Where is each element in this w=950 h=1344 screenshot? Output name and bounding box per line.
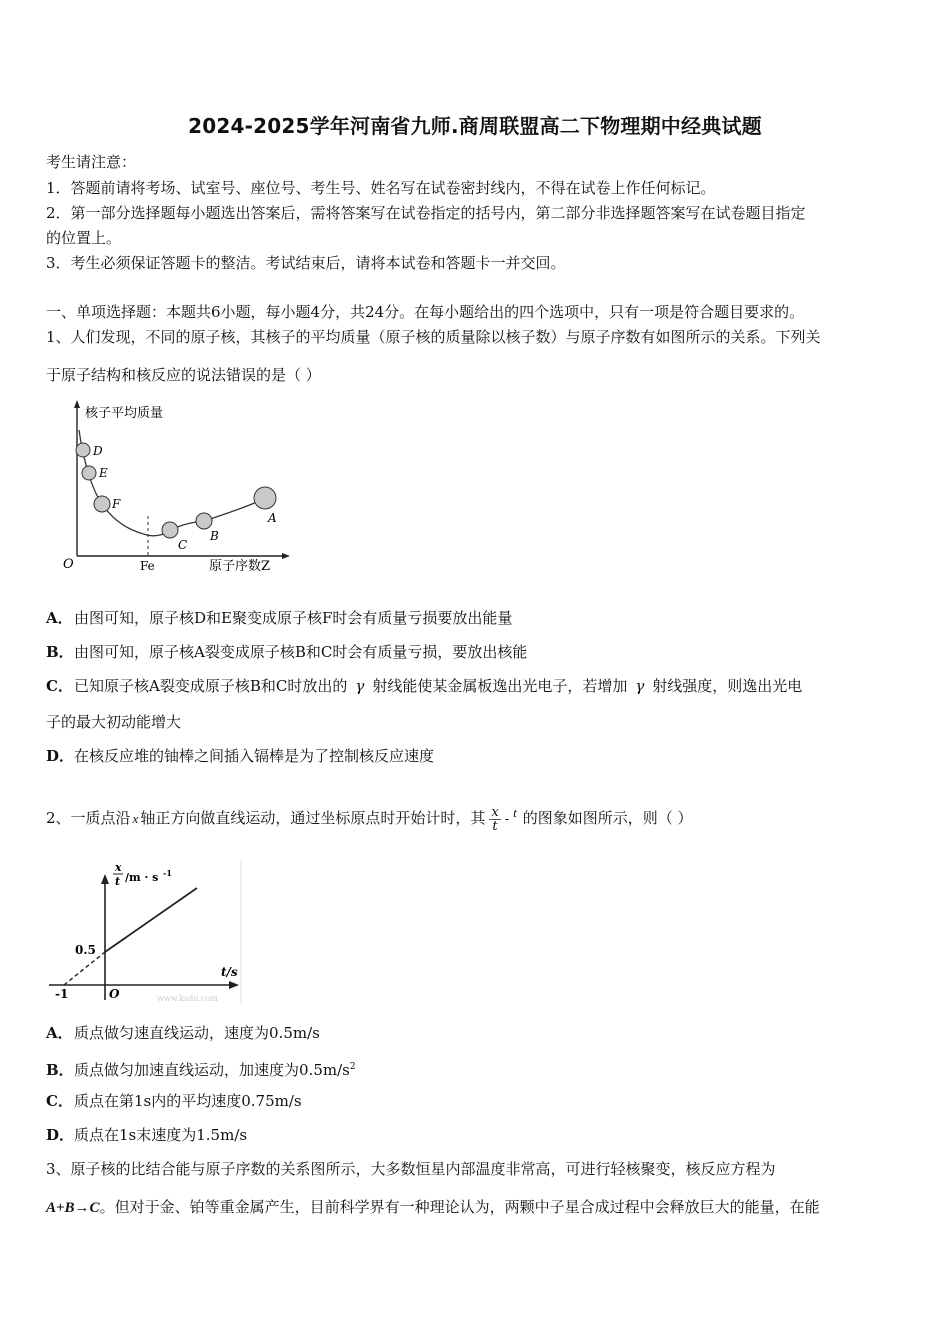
option-text: 质点在1s末速度为1.5m/s [74, 1126, 248, 1144]
point-f [94, 496, 110, 512]
graph-line [105, 888, 197, 952]
option-text: 由图可知，原子核A裂变成原子核B和C时会有质量亏损，要放出核能 [74, 643, 528, 661]
label-e: E [99, 466, 108, 480]
point-a [254, 487, 276, 509]
stem-text: 。但对于金、铂等重金属产生，目前科学界有一种理论认为，两颗中子星合成过程中会释放巨大的能量，在能 [99, 1198, 820, 1216]
exponent: 2 [349, 1062, 356, 1072]
q1-stem: 1、人们发现，不同的原子核，其核子的平均质量（原子核的质量除以核子数）与原子序数有如图所示的关系。下列关 [46, 328, 821, 346]
notice-item-1: 1．答题前请将考场、试室号、座位号、考生号、姓名写在试卷密封线内，不得在试卷上作任何标记。 [46, 179, 716, 197]
y-axis-arrow [74, 400, 80, 408]
watermark: www.ksdu.com [157, 994, 218, 1003]
q1-option-c-cont: 子的最大初动能增大 [46, 713, 182, 731]
label-b: B [210, 529, 219, 543]
q1-option-d [46, 746, 434, 766]
option-letter: D． [46, 747, 75, 765]
x-tick-label: -1 [55, 987, 69, 1001]
option-text: 质点在第1s内的平均速度0.75m/s [74, 1092, 302, 1110]
option-text: 已知原子核A裂变成原子核B和C时放出的 [74, 677, 348, 695]
option-letter: D． [46, 1126, 75, 1144]
option-letter: C． [46, 1092, 73, 1110]
option-text: 由图可知，原子核D和E聚变成原子核F时会有质量亏损要放出能量 [74, 609, 513, 627]
option-letter: B． [46, 643, 74, 661]
x-axis-arrow [229, 981, 239, 989]
option-text: 射线能使某金属板逸出光电子，若增加 [372, 677, 628, 695]
q2-option-b [46, 1057, 356, 1080]
point-b [196, 513, 212, 529]
q2-option-a [46, 1023, 320, 1043]
y-axis-label: 核子平均质量 [85, 406, 164, 421]
q3-stem-cont [46, 1197, 820, 1218]
y-tick-label: 0.5 [75, 943, 96, 957]
var-x: x [132, 811, 139, 826]
q3-stem: 3、原子核的比结合能与原子序数的关系图所示，大多数恒星内部温度非常高，可进行轻核聚变，核反应方程为 [46, 1160, 776, 1178]
label-d: D [93, 444, 103, 458]
stem-text: 轴正方向做直线运动，通过坐标原点时开始计时，其 [140, 809, 486, 827]
y-label-unit: /m · s [125, 871, 159, 884]
option-letter: A． [46, 1024, 73, 1042]
option-letter: B． [46, 1061, 74, 1079]
q1-figure [55, 398, 295, 580]
label-a: A [268, 511, 277, 525]
x-axis-arrow [282, 553, 290, 559]
label-f: F [112, 497, 121, 511]
page-title: 2024-2025学年河南省九师.商周联盟高二下物理期中经典试题 [188, 114, 762, 138]
var-t: t [513, 805, 517, 820]
fe-label: Fe [140, 559, 155, 573]
option-text: 在核反应堆的铀棒之间插入镉棒是为了控制核反应速度 [74, 747, 435, 765]
stem-text: 的图象如图所示，则（ ） [522, 809, 693, 827]
point-e [82, 466, 96, 480]
q2-figure [45, 858, 245, 1004]
notice-heading: 考生请注意： [46, 153, 137, 171]
mass-curve [79, 430, 265, 536]
option-text: 质点做匀加速直线运动，加速度为0.5m/s [74, 1061, 350, 1079]
q2-option-d [46, 1125, 247, 1145]
q2-option-c [46, 1091, 302, 1111]
section-heading: 一、单项选择题：本题共6小题，每小题4分，共24分。在每小题给出的四个选项中，只有一项是符合题目要求的。 [46, 303, 805, 321]
point-c [162, 522, 178, 538]
origin-label: O [63, 557, 74, 572]
notice-item-2-cont: 的位置上。 [46, 229, 122, 247]
option-text: 射线强度，则逸出光电 [652, 677, 803, 695]
q1-option-c [46, 676, 802, 696]
x-over-t-fraction [489, 806, 500, 833]
label-c: C [178, 538, 188, 552]
gamma-symbol: γ [355, 677, 365, 695]
stem-text: 2、一质点沿 [46, 809, 131, 827]
x-axis-label: t/s [221, 965, 238, 979]
q1-stem-cont: 于原子结构和核反应的说法错误的是（ ） [46, 366, 321, 384]
q1-option-a [46, 608, 512, 628]
x-axis-label: 原子序数Z [209, 559, 271, 574]
option-letter: C． [46, 677, 73, 695]
reaction-equation: A+B→C [46, 1200, 100, 1216]
origin-label: O [109, 987, 120, 1001]
gamma-symbol: γ [635, 677, 645, 695]
y-label-den: t [115, 875, 121, 888]
q2-stem [46, 796, 693, 837]
q1-option-b [46, 642, 527, 662]
frac-dash: - [504, 812, 510, 827]
option-letter: A． [46, 609, 73, 627]
point-d [76, 443, 90, 457]
option-text: 质点做匀速直线运动，速度为0.5m/s [74, 1024, 320, 1042]
y-axis-arrow [101, 874, 109, 884]
y-label-num: x [115, 861, 122, 874]
notice-item-2: 2．第一部分选择题每小题选出答案后，需将答案写在试卷指定的括号内，第二部分非选择题答案写在试卷题目指定 [46, 204, 806, 222]
frac-numerator: x [491, 804, 499, 820]
notice-item-3: 3．考生必须保证答题卡的整洁。考试结束后，请将本试卷和答题卡一并交回。 [46, 254, 566, 272]
y-label-unit-exp: -1 [163, 868, 172, 878]
frac-denominator: t [492, 818, 498, 834]
